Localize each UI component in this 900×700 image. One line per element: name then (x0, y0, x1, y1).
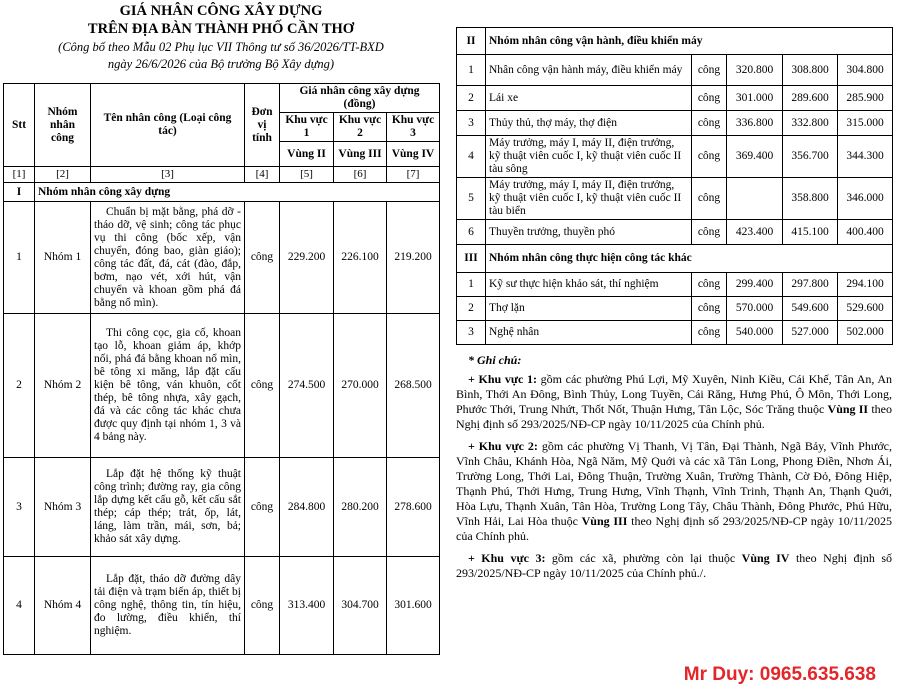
contact-watermark: Mr Duy: 0965.635.638 (683, 664, 876, 685)
row-price-kv2: 358.800 (783, 178, 838, 220)
section-roman: I (4, 183, 35, 202)
row-price-kv1: 336.800 (727, 111, 783, 136)
labor-price-table-right (456, 27, 893, 345)
note-kv3-text: gồm các xã, phường còn lại thuộc (545, 551, 742, 565)
section-title: Nhóm nhân công vận hành, điều khiển máy (486, 28, 893, 55)
row-price-kv2: 289.600 (783, 86, 838, 111)
row-stt: 3 (457, 321, 486, 345)
row-unit: công (245, 458, 280, 557)
subtitle-line-2: ngày 26/6/2026 của Bộ trưởng Bộ Xây dựng) (107, 57, 335, 71)
note-kv3-region: Vùng IV (741, 551, 790, 565)
row-stt: 3 (4, 458, 35, 557)
row-stt: 2 (457, 86, 486, 111)
column-index-row (4, 167, 440, 183)
table-row (457, 321, 893, 345)
document-subtitle (3, 39, 439, 73)
row-unit: công (692, 321, 727, 345)
row-unit: công (692, 273, 727, 297)
row-unit: công (692, 55, 727, 86)
row-stt: 5 (457, 178, 486, 220)
note-kv2-label: + Khu vực 2: (468, 439, 538, 453)
note-kv1-text: gồm các phường Phú Lợi, Mỹ Xuyên, Ninh Kiều, Cái Khế, Tân An, An Bình, Thới An Đông, Bình Thủy, Long Tuyền, Cái Răng, Hưng Phú, Ô Môn, Thới Long, Phước Thới, Trung Nhứt, Thốt Nốt, Thuận Hưng, Tân Lộc, Sóc Trăng thuộc (456, 372, 893, 416)
row-stt: 4 (457, 136, 486, 178)
row-price-kv1: 540.000 (727, 321, 783, 345)
note-kv1-region: Vùng II (827, 402, 869, 416)
row-price-kv3: 315.000 (838, 111, 893, 136)
row-stt: 6 (457, 220, 486, 245)
row-price-kv1: 299.400 (727, 273, 783, 297)
row-price-kv3: 344.300 (838, 136, 893, 178)
row-price-kv1: 301.000 (727, 86, 783, 111)
col-index: [7] (387, 167, 440, 183)
row-stt: 1 (457, 55, 486, 86)
table-row (4, 202, 440, 314)
row-price-kv3: 278.600 (387, 458, 440, 557)
col-index: [1] (4, 167, 35, 183)
col-index: [6] (334, 167, 387, 183)
note-kv2-text: gồm các phường Vị Thanh, Vị Tân, Đại Thành, Ngã Bảy, Vĩnh Phước, Vĩnh Châu, Khánh Hòa, Ngã Năm, Mỹ Quới và các xã Tân Long, Phong Điền, Nhơn Ái, Trường Long, Thới Lai, Đông Thuận, Trường Xuân, Trường Thành, Cờ Đỏ, Đông Hiệp, Thạnh Phú, Thới Hưng, Trung Hưng, Vĩnh Thạnh, Vĩnh Trinh, Thạnh An, Thạnh Quới, Hòa Lựu, Thạnh Xuân, Tân Hòa, Trường Long Tây, Châu Thành, Đông Phước, Phú Hữu, Vĩnh Hải, Lai Hòa thuộc (456, 439, 892, 528)
header-name: Tên nhân công (Loại công tác) (91, 84, 245, 167)
row-description: Thủy thủ, thợ máy, thợ điện (486, 111, 692, 136)
row-price-kv2: 415.100 (783, 220, 838, 245)
row-description: Nhân công vận hành máy, điều khiển máy (486, 55, 692, 86)
row-price-kv2: 304.700 (334, 557, 387, 655)
row-unit: công (245, 314, 280, 458)
header-kv1: Khu vực 1 (280, 113, 334, 142)
section-row (457, 245, 893, 273)
row-description: Chuẩn bị mặt bằng, phá dỡ - tháo dỡ, vệ sinh; công tác phục vụ thi công (bốc xếp, vận chuyển, đóng bao, giàn giáo); công tác đất, đá, cát (đào, đắp, bơm, nạo vét, xới hút, vận chuyển và khoan gồm phá đá bằng nổ mìn). (91, 202, 245, 314)
row-unit: công (692, 86, 727, 111)
header-kv2: Khu vực 2 (334, 113, 387, 142)
row-price-kv2: 270.000 (334, 314, 387, 458)
table-row (4, 557, 440, 655)
notes-heading: * Ghi chú: (468, 353, 522, 367)
row-stt: 2 (4, 314, 35, 458)
section-row (4, 183, 440, 202)
row-description: Lắp đặt, tháo dỡ đường dây tải điện và trạm biến áp, thiết bị công nghệ, thông tin, tín hiệu, đo lường, điều khiển, thí nghiệm. (91, 557, 245, 655)
row-description: Nghệ nhân (486, 321, 692, 345)
row-price-kv2: 280.200 (334, 458, 387, 557)
row-price-kv3: 285.900 (838, 86, 893, 111)
row-price-kv2: 356.700 (783, 136, 838, 178)
left-column (3, 2, 439, 655)
header-kv3: Khu vực 3 (387, 113, 440, 142)
row-stt: 2 (457, 297, 486, 321)
note-kv2 (456, 439, 892, 544)
note-kv3-tail: theo Nghị định số 293/2025/NĐ-CP ngày 10/11/2025 của Chính phủ./. (456, 551, 893, 580)
row-price-kv3: 219.200 (387, 202, 440, 314)
row-price-kv3: 268.500 (387, 314, 440, 458)
row-price-kv1 (727, 178, 783, 220)
header-group: Nhóm nhân công (35, 84, 91, 167)
row-description: Máy trưởng, máy I, máy II, điện trưởng, kỹ thuật viên cuốc I, kỹ thuật viên cuốc II tàu sông (486, 136, 692, 178)
row-unit: công (692, 297, 727, 321)
header-stt: Stt (4, 84, 35, 167)
note-kv3-label: + Khu vực 3: (468, 551, 546, 565)
row-stt: 1 (4, 202, 35, 314)
table-row (4, 314, 440, 458)
header-unit: Đơn vị tính (245, 84, 280, 167)
row-description: Thuyền trưởng, thuyền phó (486, 220, 692, 245)
row-group: Nhóm 1 (35, 202, 91, 314)
row-unit: công (692, 220, 727, 245)
table-row (457, 178, 893, 220)
subtitle-line-1: (Công bố theo Mẫu 02 Phụ lục VII Thông tư số 36/2026/TT-BXD (58, 40, 384, 54)
row-stt: 3 (457, 111, 486, 136)
col-index: [2] (35, 167, 91, 183)
row-description: Thi công cọc, gia cố, khoan tạo lỗ, khoan giảm áp, khớp nối, phá đá bằng khoan nổ mìn, bê tông xi măng, lắp đặt cấu kiện bê tông, ván khuôn, cốt thép, bê tông nhựa, xây gạch, đá và các công tác khác chưa được quy định tại nhóm 1, 3 và 4 bảng này. (91, 314, 245, 458)
row-description: Máy trưởng, máy I, máy II, điện trưởng, kỹ thuật viên cuốc I, kỹ thuật viên cuốc II tàu biển (486, 178, 692, 220)
row-price-kv2: 332.800 (783, 111, 838, 136)
table-row (457, 86, 893, 111)
row-price-kv1: 229.200 (280, 202, 334, 314)
row-unit: công (245, 202, 280, 314)
note-kv3 (456, 551, 892, 581)
section-title: Nhóm nhân công thực hiện công tác khác (486, 245, 893, 273)
row-price-kv3: 529.600 (838, 297, 893, 321)
row-unit: công (692, 111, 727, 136)
document-title-location: TRÊN ĐỊA BÀN THÀNH PHỐ CẦN THƠ (87, 21, 355, 37)
row-description: Kỹ sư thực hiện khảo sát, thí nghiệm (486, 273, 692, 297)
table-header-row (4, 84, 440, 113)
row-price-kv1: 320.800 (727, 55, 783, 86)
row-unit: công (245, 557, 280, 655)
table-row (457, 55, 893, 86)
table-row (457, 297, 893, 321)
table-row (4, 458, 440, 557)
row-group: Nhóm 4 (35, 557, 91, 655)
row-description: Lắp đặt hệ thống kỹ thuật công trình; đường ray, gia công lắp dựng kết cấu gỗ, kết cấu sắt thép; cáp thép; trát, ốp, lát, láng, làm trần, mái, sơn, bả; khảo sát xây dựng. (91, 458, 245, 557)
row-price-kv3: 294.100 (838, 273, 893, 297)
col-index: [3] (91, 167, 245, 183)
row-unit: công (692, 136, 727, 178)
table-row (457, 111, 893, 136)
header-vung1: Vùng II (280, 142, 334, 167)
row-price-kv1: 284.800 (280, 458, 334, 557)
row-group: Nhóm 2 (35, 314, 91, 458)
note-kv2-region: Vùng III (581, 514, 628, 528)
table-row (457, 136, 893, 178)
row-stt: 4 (4, 557, 35, 655)
row-description: Thợ lặn (486, 297, 692, 321)
note-kv1-tail: theo Nghị định số 293/2025/NĐ-CP ngày 10/11/2025 của Chính phủ. (456, 402, 892, 431)
row-price-kv2: 308.800 (783, 55, 838, 86)
table-row (457, 273, 893, 297)
document-title: GIÁ NHÂN CÔNG XÂY DỰNG (119, 3, 323, 19)
row-price-kv1: 369.400 (727, 136, 783, 178)
row-price-kv3: 400.400 (838, 220, 893, 245)
header-vung2: Vùng III (334, 142, 387, 167)
row-price-kv2: 527.000 (783, 321, 838, 345)
note-kv1-label: + Khu vực 1: (468, 372, 537, 386)
row-price-kv1: 274.500 (280, 314, 334, 458)
section-roman: II (457, 28, 486, 55)
row-price-kv1: 570.000 (727, 297, 783, 321)
row-price-kv1: 423.400 (727, 220, 783, 245)
note-kv2-tail: theo Nghị định số 293/2025/NĐ-CP ngày 10/11/2025 của Chính phủ. (456, 514, 892, 543)
row-price-kv3: 346.000 (838, 178, 893, 220)
row-price-kv2: 549.600 (783, 297, 838, 321)
notes-section (456, 353, 892, 581)
row-group: Nhóm 3 (35, 458, 91, 557)
table-row (457, 220, 893, 245)
row-price-kv3: 301.600 (387, 557, 440, 655)
section-title: Nhóm nhân công xây dựng (35, 183, 440, 202)
row-price-kv2: 226.100 (334, 202, 387, 314)
col-index: [5] (280, 167, 334, 183)
row-unit: công (692, 178, 727, 220)
note-kv1 (456, 372, 892, 432)
row-price-kv3: 502.000 (838, 321, 893, 345)
section-row (457, 28, 893, 55)
row-stt: 1 (457, 273, 486, 297)
labor-price-table-left (3, 83, 440, 655)
row-price-kv2: 297.800 (783, 273, 838, 297)
col-index: [4] (245, 167, 280, 183)
header-price: Giá nhân công xây dựng (đồng) (280, 84, 440, 113)
row-price-kv3: 304.800 (838, 55, 893, 86)
right-column (456, 27, 892, 588)
section-roman: III (457, 245, 486, 273)
row-description: Lái xe (486, 86, 692, 111)
row-price-kv1: 313.400 (280, 557, 334, 655)
header-vung3: Vùng IV (387, 142, 440, 167)
